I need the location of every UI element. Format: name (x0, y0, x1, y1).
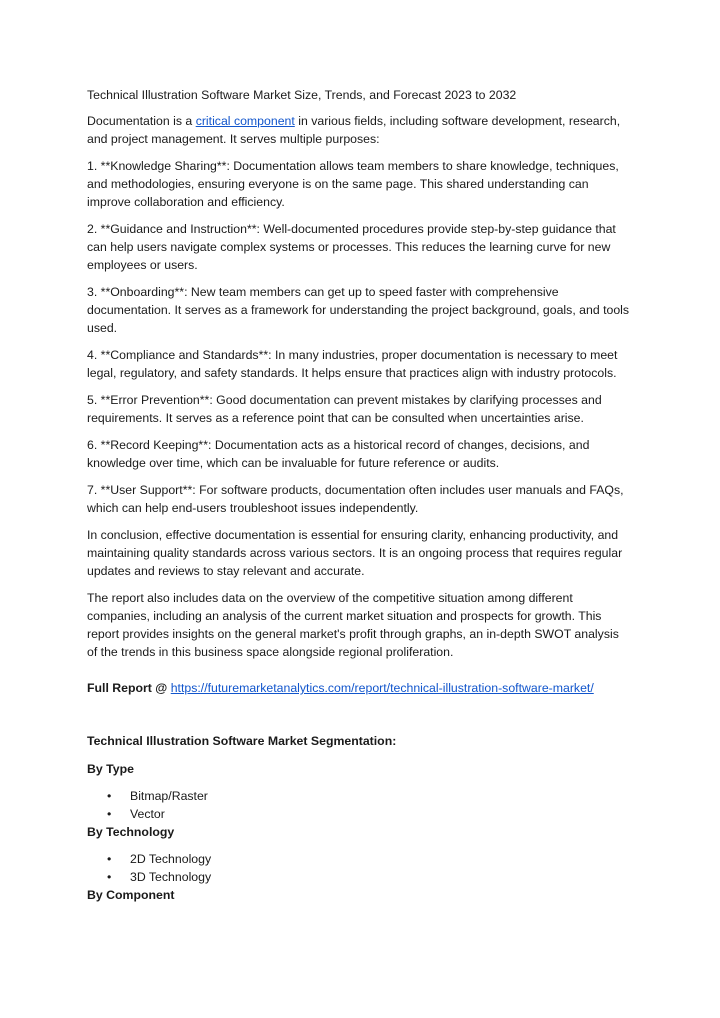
list-item-label: 3D Technology (130, 870, 212, 884)
full-report-link[interactable]: https://futuremarketanalytics.com/report/technical-illustration-software-market/ (170, 681, 594, 695)
critical-component-link[interactable]: critical component (195, 114, 295, 128)
list-item-label: Bitmap/Raster (130, 789, 208, 803)
intro-text-end: in various fields, including software development, research, and project management. It serves multiple purposes: (87, 114, 621, 146)
point-knowledge-sharing: 1. **Knowledge Sharing**: Documentation allows team members to share knowledge, techniques, and methodologies, ensuring everyone is on the same page. This shared understanding can improve collaboration and efficiency. (87, 159, 619, 209)
bullet-icon: • (107, 852, 112, 866)
bullet-icon: • (107, 789, 112, 803)
document-title: Technical Illustration Software Market Size, Trends, and Forecast 2023 to 2032 (87, 88, 517, 102)
by-component-heading: By Component (87, 888, 175, 902)
report-overview-paragraph: The report also includes data on the overview of the competitive situation among different companies, including an analysis of the current market situation and prospects for growth. This report provides insights on the general market's profit through graphs, an in-depth SWOT analysis of the trends in this business space alongside regional proliferation. (87, 591, 619, 659)
conclusion-paragraph: In conclusion, effective documentation is essential for ensuring clarity, enhancing productivity, and maintaining quality standards across various sectors. It is an ongoing process that requires regular updates and reviews to stay relevant and accurate. (87, 528, 623, 578)
intro-text-start: Documentation is a (87, 114, 196, 128)
intro-paragraph (87, 112, 632, 148)
list-item (87, 787, 632, 805)
point-error-prevention: 5. **Error Prevention**: Good documentation can prevent mistakes by clarifying processes and requirements. It serves as a reference point that can be consulted when uncertainties arise. (87, 393, 602, 425)
point-record-keeping: 6. **Record Keeping**: Documentation acts as a historical record of changes, decisions, and knowledge over time, which can be invaluable for future reference or audits. (87, 438, 590, 470)
list-item-label: Vector (130, 807, 165, 821)
list-item-label: 2D Technology (130, 852, 212, 866)
by-type-heading: By Type (87, 762, 134, 776)
point-guidance-instruction: 2. **Guidance and Instruction**: Well-documented procedures provide step-by-step guidance that can help users navigate complex systems or processes. This reduces the learning curve for new employees or users. (87, 222, 616, 272)
list-item (87, 868, 632, 886)
document-page (87, 86, 632, 913)
full-report-line (87, 679, 632, 697)
by-type-list (87, 787, 632, 823)
full-report-label: Full Report @ (87, 681, 171, 695)
list-item (87, 850, 632, 868)
list-item (87, 805, 632, 823)
point-user-support: 7. **User Support**: For software products, documentation often includes user manuals and FAQs, which can help end-users troubleshoot issues independently. (87, 483, 624, 515)
segmentation-heading: Technical Illustration Software Market Segmentation: (87, 734, 397, 748)
bullet-icon: • (107, 870, 112, 884)
bullet-icon: • (107, 807, 112, 821)
point-onboarding: 3. **Onboarding**: New team members can get up to speed faster with comprehensive documentation. It serves as a framework for understanding the project background, goals, and tools used. (87, 285, 630, 335)
point-compliance-standards: 4. **Compliance and Standards**: In many industries, proper documentation is necessary to meet legal, regulatory, and safety standards. It helps ensure that practices align with industry protocols. (87, 348, 618, 380)
by-technology-list (87, 850, 632, 886)
by-technology-heading: By Technology (87, 825, 175, 839)
